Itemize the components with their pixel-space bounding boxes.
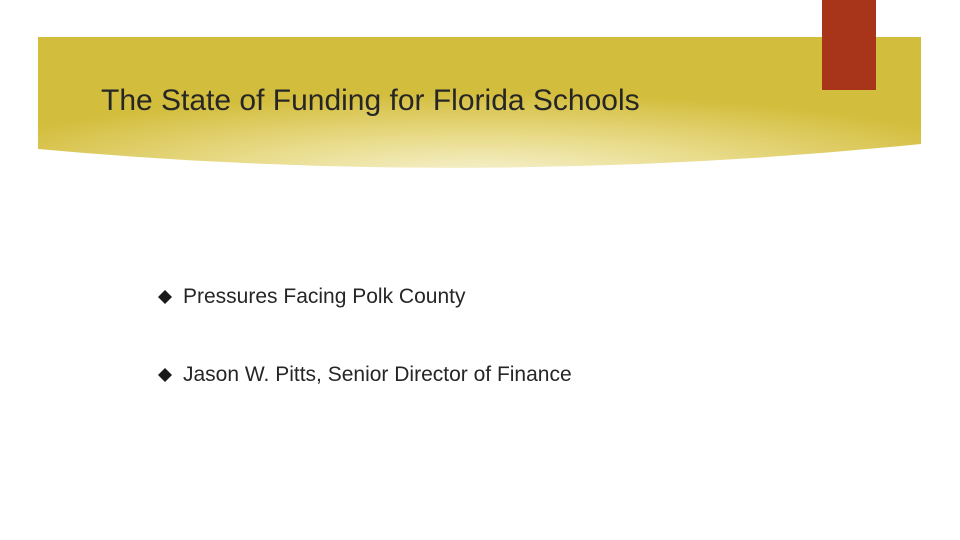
bullet-list	[158, 280, 572, 436]
bullet-item	[158, 280, 572, 314]
accent-tab	[822, 0, 876, 90]
bullet-text: Jason W. Pitts, Senior Director of Finance	[183, 363, 572, 386]
slide-title: The State of Funding for Florida Schools	[101, 84, 640, 117]
bullet-item	[158, 358, 572, 392]
diamond-bullet-icon	[158, 290, 172, 304]
bullet-text: Pressures Facing Polk County	[183, 285, 466, 308]
diamond-bullet-icon	[158, 368, 172, 382]
